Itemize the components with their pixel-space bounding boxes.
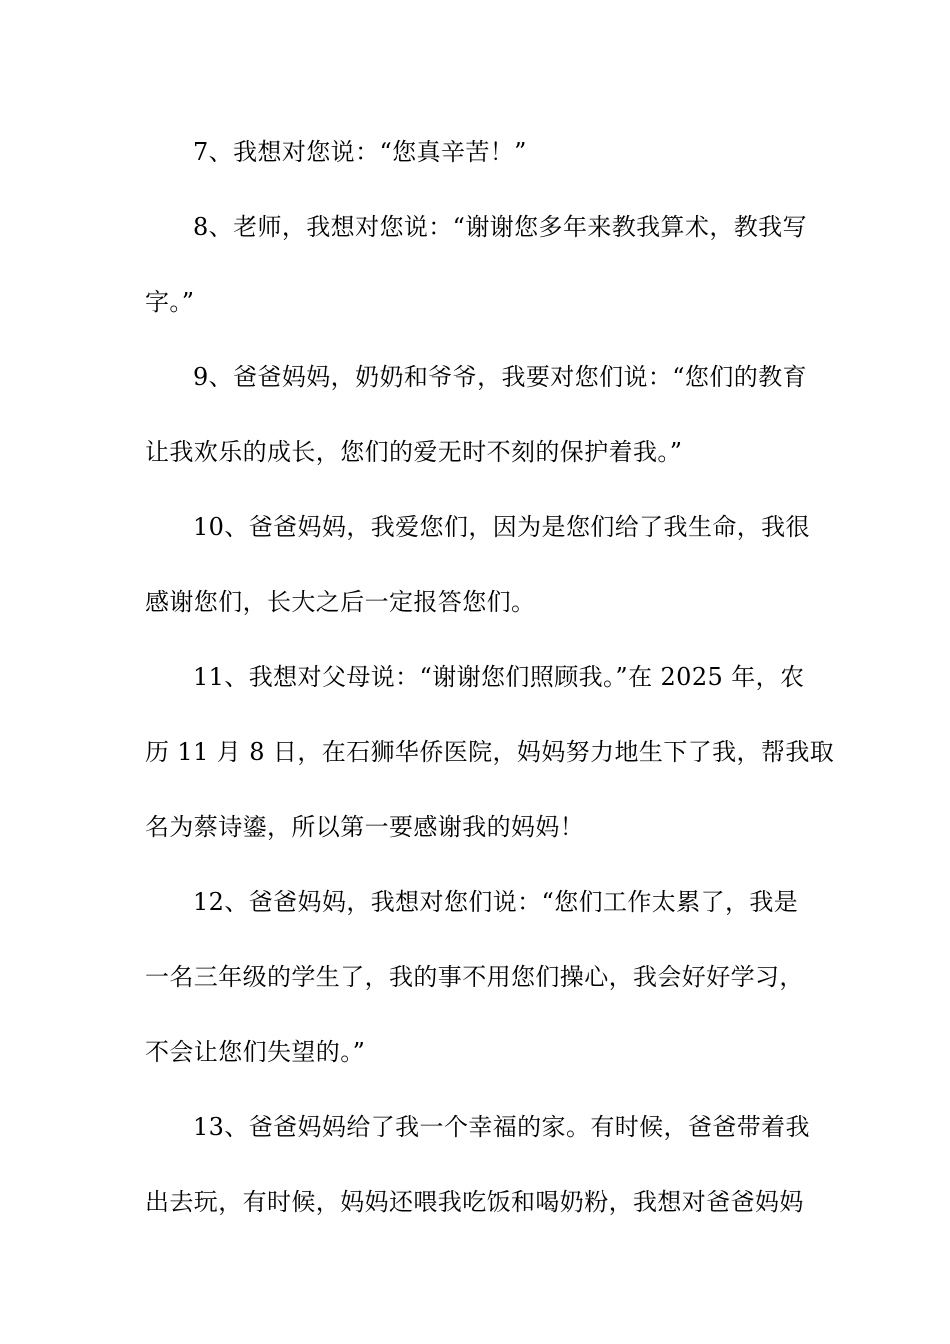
text-line-item-8: 8、老师，我想对您说：“谢谢您多年来教我算术，教我写 — [193, 213, 807, 241]
text-line-item-10-cont: 感谢您们，长大之后一定报答您们。 — [145, 588, 536, 616]
text-line-item-12-cont-1: 一名三年级的学生了，我的事不用您们操心，我会好好学习， — [145, 963, 804, 991]
text-line-item-13-cont: 出去玩，有时候，妈妈还喂我吃饭和喝奶粉，我想对爸爸妈妈 — [145, 1188, 804, 1216]
text-line-item-7: 7、我想对您说：“您真辛苦！” — [193, 138, 527, 166]
text-line-item-9: 9、爸爸妈妈，奶奶和爷爷，我要对您们说：“您们的教育 — [193, 363, 807, 391]
text-line-item-11: 11、我想对父母说：“谢谢您们照顾我。”在 2025 年，农 — [193, 663, 805, 691]
text-line-item-8-cont: 字。” — [145, 288, 195, 316]
text-line-item-10: 10、爸爸妈妈，我爱您们，因为是您们给了我生命，我很 — [193, 513, 810, 541]
text-line-item-9-cont: 让我欢乐的成长，您们的爱无时不刻的保护着我。” — [145, 438, 683, 466]
text-line-item-11-cont-2: 名为蔡诗鎏，所以第一要感谢我的妈妈！ — [145, 813, 585, 841]
text-line-item-12: 12、爸爸妈妈，我想对您们说：“您们工作太累了，我是 — [193, 888, 799, 916]
text-line-item-12-cont-2: 不会让您们失望的。” — [145, 1038, 366, 1066]
text-line-item-13: 13、爸爸妈妈给了我一个幸福的家。有时候，爸爸带着我 — [193, 1113, 810, 1141]
text-line-item-11-cont-1: 历 11 月 8 日，在石狮华侨医院，妈妈努力地生下了我，帮我取 — [145, 738, 835, 766]
